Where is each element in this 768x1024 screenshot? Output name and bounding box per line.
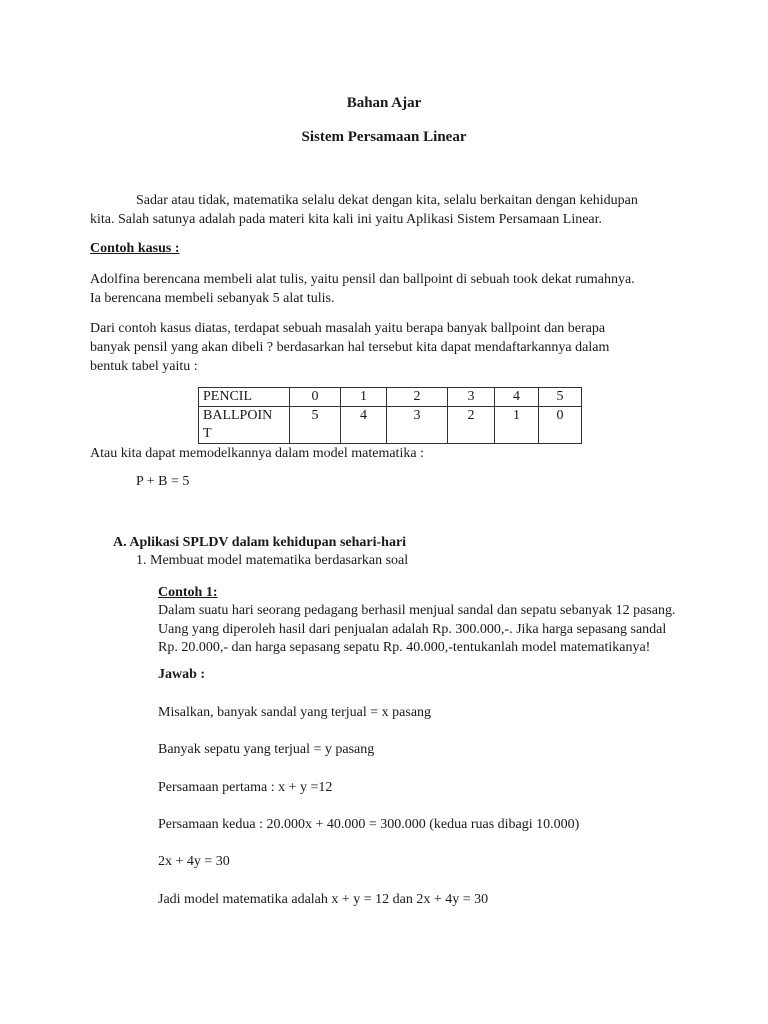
table-cell: 4 xyxy=(341,407,387,444)
table-cell: 5 xyxy=(539,388,582,407)
answer-line-6: Jadi model matematika adalah x + y = 12 dan 2x + 4y = 30 xyxy=(158,892,489,907)
page-subtitle: Sistem Persamaan Linear xyxy=(301,129,467,145)
table-cell: 5 xyxy=(290,407,341,444)
intro-line-1: Sadar atau tidak, matematika selalu dekat dengan kita, selalu berkaitan dengan kehidupan xyxy=(136,193,638,208)
pencil-ballpoint-table xyxy=(198,387,582,444)
case-text2-line-2: banyak pensil yang akan dibeli ? berdasarkan hal tersebut kita dapat mendaftarkannya dalam xyxy=(90,340,610,355)
ballpoint-label-part-a: BALLPOIN xyxy=(203,408,273,423)
table-row xyxy=(199,407,582,444)
page-title: Bahan Ajar xyxy=(346,95,422,111)
model-text: Atau kita dapat memodelkannya dalam model matematika : xyxy=(90,446,424,461)
answer-line-1: Misalkan, banyak sandal yang terjual = x pasang xyxy=(158,705,432,720)
table-cell: 1 xyxy=(495,407,539,444)
table-cell: 2 xyxy=(387,388,448,407)
answer-line-4: Persamaan kedua : 20.000x + 40.000 = 300.000 (kedua ruas dibagi 10.000) xyxy=(158,817,580,832)
table-cell: 4 xyxy=(495,388,539,407)
case-text-line-2: Ia berencana membeli sebanyak 5 alat tulis. xyxy=(90,291,335,306)
example-heading: Contoh 1: xyxy=(158,585,218,600)
case-text2-line-1: Dari contoh kasus diatas, terdapat sebuah masalah yaitu berapa banyak ballpoint dan berapa xyxy=(90,321,606,336)
section-a-heading: A. Aplikasi SPLDV dalam kehidupan sehari-hari xyxy=(113,535,407,550)
table-row xyxy=(199,388,582,407)
answer-line-3: Persamaan pertama : x + y =12 xyxy=(158,780,333,795)
answer-line-2: Banyak sepatu yang terjual = y pasang xyxy=(158,742,375,757)
intro-line-2: kita. Salah satunya adalah pada materi kita kali ini yaitu Aplikasi Sistem Persamaan Linear. xyxy=(90,212,603,227)
table-cell: 3 xyxy=(387,407,448,444)
table-cell: 1 xyxy=(341,388,387,407)
equation: P + B = 5 xyxy=(136,474,190,489)
ballpoint-label-part-b: T xyxy=(203,426,212,441)
answer-line-5: 2x + 4y = 30 xyxy=(158,854,230,869)
table-cell: 0 xyxy=(539,407,582,444)
table-cell: 2 xyxy=(448,407,495,444)
example-line-3: Rp. 20.000,- dan harga sepasang sepatu Rp. 40.000,-tentukanlah model matematikanya! xyxy=(158,640,651,655)
table-cell: 3 xyxy=(448,388,495,407)
table-cell: 0 xyxy=(290,388,341,407)
table-row-label-ballpoint xyxy=(199,407,290,444)
example-line-1: Dalam suatu hari seorang pedagang berhasil menjual sandal dan sepatu sebanyak 12 pasang. xyxy=(158,603,676,618)
case-heading: Contoh kasus : xyxy=(90,241,180,256)
table-row-label-pencil: PENCIL xyxy=(199,388,290,407)
case-text-line-1: Adolfina berencana membeli alat tulis, yaitu pensil dan ballpoint di sebuah took dekat rumahnya. xyxy=(90,272,635,287)
item-1: 1. Membuat model matematika berdasarkan soal xyxy=(136,553,409,568)
example-line-2: Uang yang diperoleh hasil dari penjualan adalah Rp. 300.000,-. Jika harga sepasang sandal xyxy=(158,622,667,637)
answer-heading: Jawab : xyxy=(158,667,206,682)
case-text2-line-3: bentuk tabel yaitu : xyxy=(90,359,198,374)
